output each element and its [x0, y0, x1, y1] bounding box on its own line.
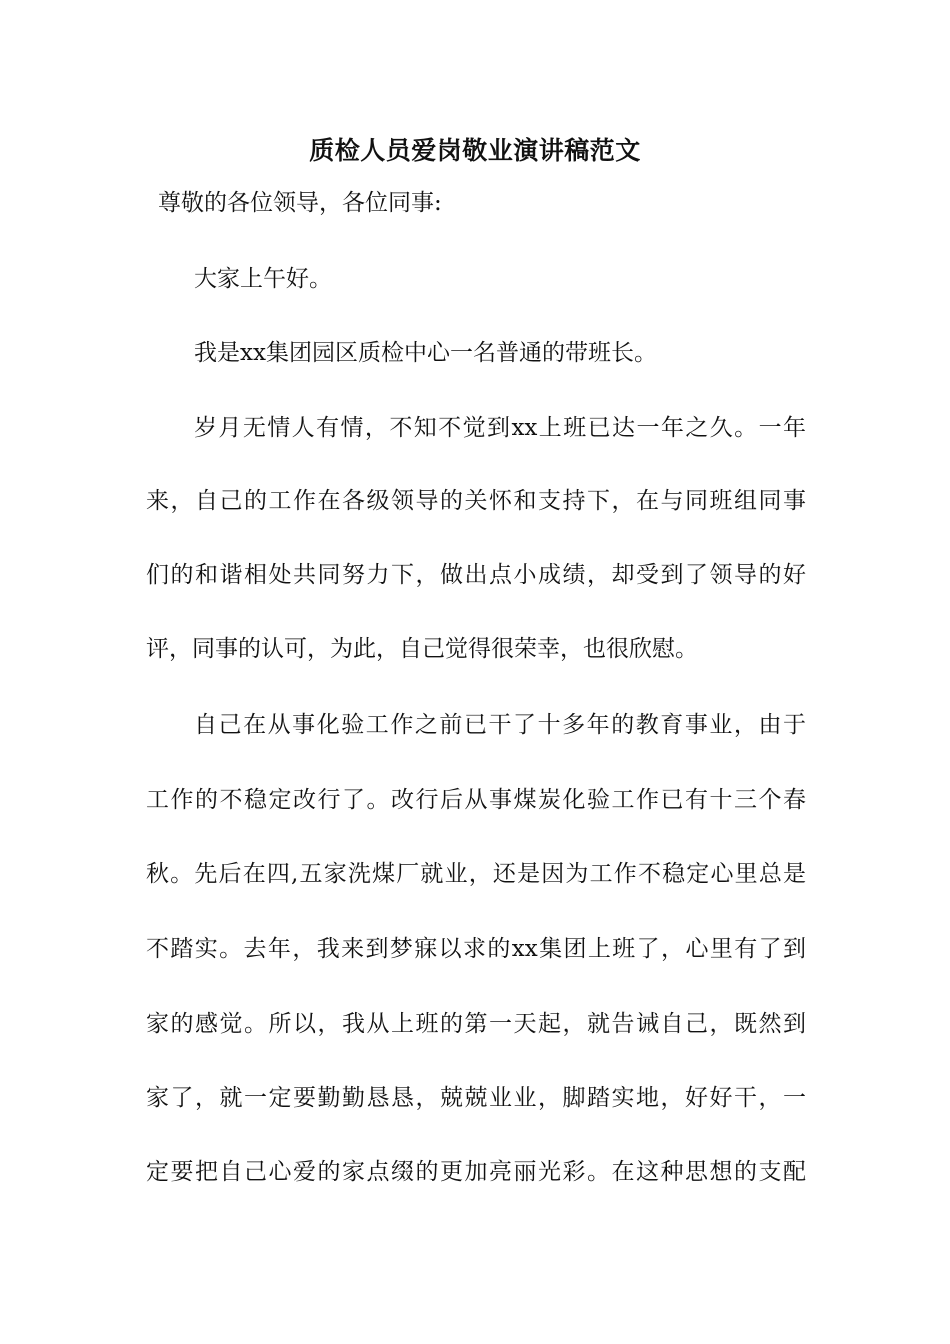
paragraph-line: 工作的不稳定改行了。改行后从事煤炭化验工作已有十三个春 — [146, 787, 806, 813]
paragraph-line: 我是xx集团园区质检中心一名普通的带班长。 — [194, 340, 657, 366]
paragraph-line: 家的感觉。所以，我从上班的第一天起，就告诫自己，既然到 — [146, 1011, 806, 1037]
paragraph-line: 来，自己的工作在各级领导的关怀和支持下，在与同班组同事 — [146, 488, 806, 514]
paragraph-line: 定要把自己心爱的家点缀的更加亮丽光彩。在这种思想的支配 — [146, 1159, 806, 1185]
paragraph-line: 岁月无情人有情，不知不觉到xx上班已达一年之久。一年 — [194, 415, 806, 441]
paragraph-line: 不踏实。去年，我来到梦寐以求的xx集团上班了，心里有了到 — [146, 936, 806, 962]
paragraph-line: 家了，就一定要勤勤恳恳，兢兢业业，脚踏实地，好好干，一 — [146, 1085, 806, 1111]
paragraph-line: 评，同事的认可，为此，自己觉得很荣幸，也很欣慰。 — [146, 636, 698, 662]
paragraph-line: 自己在从事化验工作之前已干了十多年的教育事业，由于 — [194, 712, 806, 738]
paragraph-line: 秋。先后在四,五家洗煤厂就业，还是因为工作不稳定心里总是 — [146, 861, 806, 887]
paragraph-line: 们的和谐相处共同努力下，做出点小成绩，却受到了领导的好 — [146, 562, 806, 588]
paragraph-line: 大家上午好。 — [194, 266, 332, 292]
salutation: 尊敬的各位领导，各位同事: — [158, 190, 442, 216]
document-title: 质检人员爱岗敬业演讲稿范文 — [309, 136, 641, 165]
